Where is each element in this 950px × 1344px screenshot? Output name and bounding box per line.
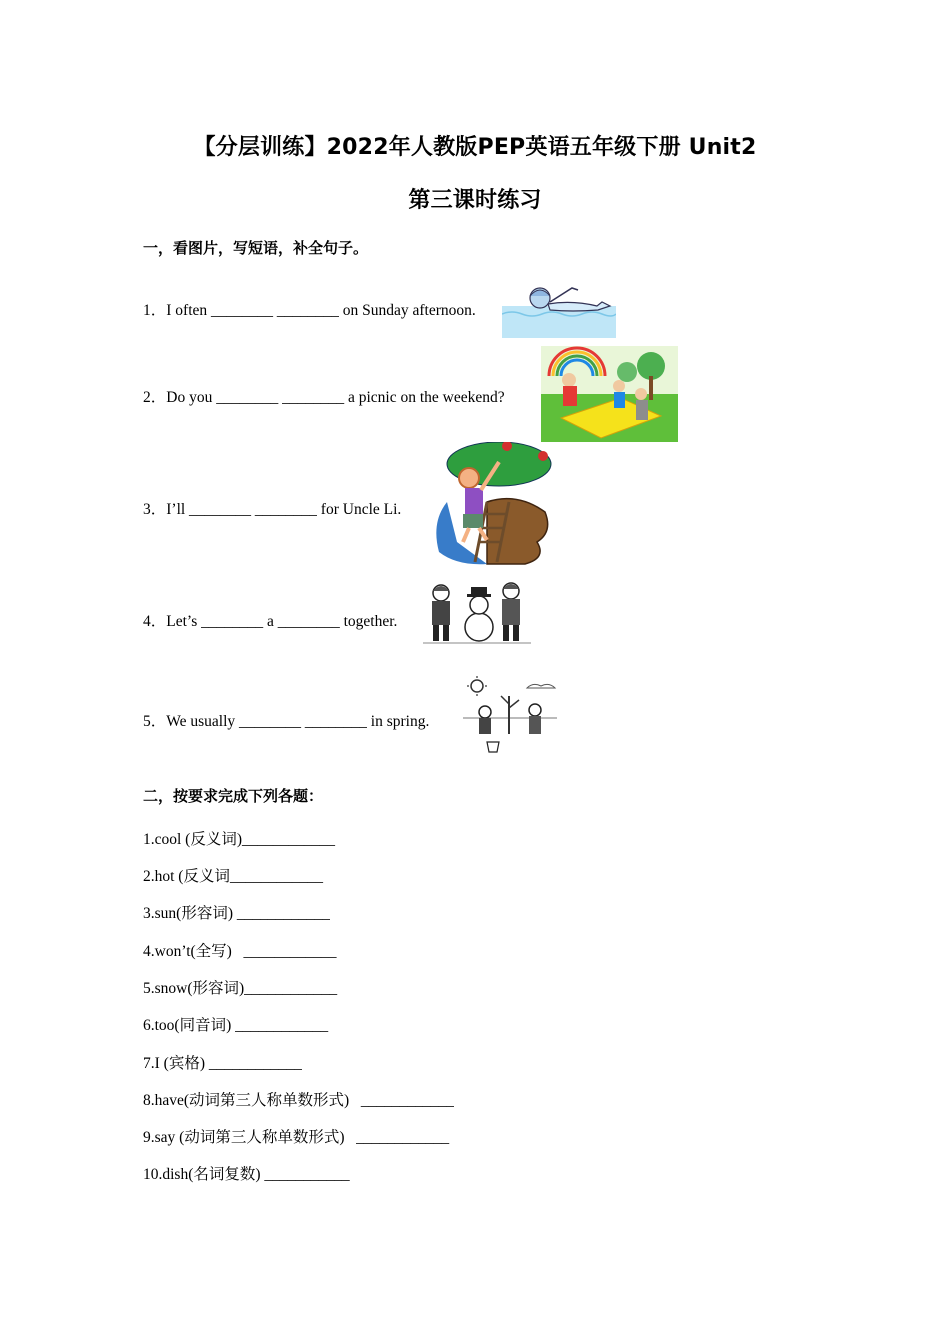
children-making-snowman-icon xyxy=(423,577,531,647)
part1-item-1: 1．I often ________ ________ on Sunday afternoon. xyxy=(143,302,476,319)
part1-item-3: 3．I’ll ________ ________ for Uncle Li. xyxy=(143,501,402,518)
children-planting-trees-icon xyxy=(463,676,557,756)
part2-item-10: 10.dish(名词复数) ___________ xyxy=(143,1166,350,1183)
part2-item-9: 9.say (动词第三人称单数形式) ____________ xyxy=(143,1129,450,1146)
part2-item-4: 4.won’t(全写) ____________ xyxy=(143,943,337,960)
swimming-girl-icon xyxy=(502,280,616,338)
part2-item-8: 8.have(动词第三人称单数形式) ____________ xyxy=(143,1092,454,1109)
part1-heading: 一，看图片，写短语，补全句子。 xyxy=(143,239,369,257)
part2-heading: 二，按要求完成下列各题： xyxy=(143,787,324,805)
part2-item-6: 6.too(同音词) ____________ xyxy=(143,1017,329,1034)
girl-picking-apples-icon xyxy=(427,442,553,566)
document-title-line1: 【分层训练】2022年人教版PEP英语五年级下册 Unit2 xyxy=(193,135,757,160)
part2-item-3: 3.sun(形容词) ____________ xyxy=(143,905,330,922)
document-title-line2: 第三课时练习 xyxy=(408,188,542,213)
part2-item-5: 5.snow(形容词)____________ xyxy=(143,980,338,997)
part1-item-5: 5．We usually ________ ________ in spring. xyxy=(143,713,430,730)
part2-item-1: 1.cool (反义词)____________ xyxy=(143,831,336,848)
part2-item-7: 7.I (宾格) ____________ xyxy=(143,1055,302,1072)
part1-item-4: 4．Let’s ________ a ________ together. xyxy=(143,613,398,630)
part2-item-2: 2.hot (反义词____________ xyxy=(143,868,323,885)
part1-item-2: 2．Do you ________ ________ a picnic on the weekend? xyxy=(143,389,505,406)
picnic-family-icon xyxy=(541,346,678,442)
